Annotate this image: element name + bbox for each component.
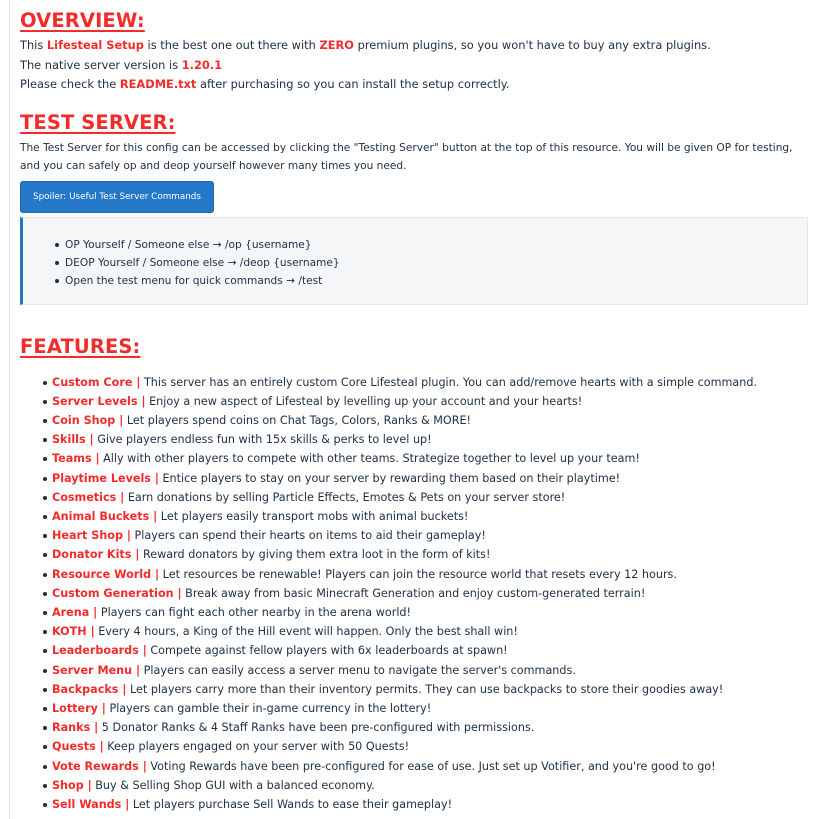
- feature-item: [52, 737, 810, 756]
- feature-item: [52, 584, 810, 603]
- server-version: 1.20.1: [181, 57, 223, 72]
- feature-description: Every 4 hours, a King of the Hill event will happen. Only the best shall win!: [94, 625, 518, 639]
- overview-line-1: [20, 36, 810, 56]
- feature-item: [52, 488, 810, 507]
- overview-line-3-pre: Please check the: [20, 77, 120, 91]
- zero-highlight: ZERO: [319, 38, 354, 52]
- feature-name: Custom Generation |: [52, 586, 182, 600]
- spoiler-content: [20, 217, 808, 305]
- overview-body: [20, 36, 810, 95]
- feature-description: Players can gamble their in-game currency in the lottery!: [105, 701, 432, 715]
- test-command-item: DEOP Yourself / Someone else → /deop {username}: [65, 254, 807, 272]
- feature-name: Sell Wands |: [52, 797, 130, 811]
- feature-description: Players can fight each other nearby in the arena world!: [97, 605, 412, 619]
- feature-name: Playtime Levels |: [52, 471, 159, 485]
- test-command-list: [23, 218, 807, 291]
- feature-name: Lottery |: [52, 701, 106, 715]
- feature-item: [52, 449, 810, 468]
- feature-description: Voting Rewards have been pre-configured for ease of use. Just set up Votifier, and you're good to go!: [146, 759, 716, 773]
- overview-line-1-pre: This: [20, 38, 47, 52]
- setup-name: Lifesteal Setup: [46, 38, 144, 52]
- feature-description: Let players easily transport mobs with animal buckets!: [157, 509, 469, 523]
- feature-name: Leaderboards |: [52, 644, 147, 658]
- feature-description: Break away from basic Minecraft Generation and enjoy custom-generated terrain!: [181, 586, 646, 600]
- feature-description: Reward donators by giving them extra loot in the form of kits!: [139, 548, 491, 562]
- feature-description: 5 Donator Ranks & 4 Staff Ranks have been pre-configured with permissions.: [98, 721, 535, 735]
- feature-description: Let players purchase Sell Wands to ease their gameplay!: [129, 797, 453, 811]
- feature-item: [52, 718, 810, 737]
- feature-description: Buy & Selling Shop GUI with a balanced economy.: [91, 778, 375, 792]
- overview-line-1-mid: is the best one out there with: [143, 38, 320, 52]
- features-heading: FEATURES:: [20, 334, 141, 358]
- readme-filename: README.txt: [119, 77, 197, 91]
- overview-line-3-post: after purchasing so you can install the setup correctly.: [196, 77, 510, 91]
- test-server-heading: TEST SERVER:: [20, 110, 176, 134]
- feature-item: [52, 430, 810, 449]
- feature-name: Coin Shop |: [52, 413, 124, 427]
- feature-description: Players can spend their hearts on items to aid their gameplay!: [130, 529, 486, 543]
- overview-line-3: [20, 75, 810, 95]
- feature-description: Earn donations by selling Particle Effects, Emotes & Pets on your server store!: [124, 490, 566, 504]
- feature-item: [52, 776, 810, 795]
- feature-name: Donator Kits |: [52, 548, 140, 562]
- feature-description: Players can easily access a server menu to navigate the server's commands.: [140, 663, 576, 677]
- feature-item: [52, 469, 810, 488]
- feature-item: [52, 661, 810, 680]
- feature-name: Quests |: [52, 740, 104, 754]
- feature-name: Teams |: [52, 452, 100, 466]
- feature-name: Shop |: [52, 778, 92, 792]
- feature-name: Resource World |: [52, 567, 160, 581]
- resource-description: [20, 0, 810, 814]
- feature-name: Server Menu |: [52, 663, 141, 677]
- feature-item: [52, 622, 810, 641]
- feature-name: Cosmetics |: [52, 490, 125, 504]
- feature-name: KOTH |: [52, 625, 95, 639]
- feature-name: Vote Rewards |: [52, 759, 147, 773]
- test-server-description: The Test Server for this config can be accessed by clicking the "Testing Server" button at the top of this resource. You will be given OP for testing, and you can safely op and deop yourself however many times you need.: [20, 141, 793, 172]
- test-command-item: OP Yourself / Someone else → /op {username}: [65, 236, 807, 254]
- feature-item: [52, 699, 810, 718]
- feature-description: Give players endless fun with 15x skills & perks to level up!: [93, 433, 432, 447]
- feature-item: [52, 526, 810, 545]
- spoiler-toggle-button[interactable]: Spoiler: Useful Test Server Commands: [20, 181, 214, 213]
- feature-description: Let resources be renewable! Players can join the resource world that resets every 12 hours.: [159, 567, 677, 581]
- feature-name: Skills |: [52, 433, 94, 447]
- feature-name: Animal Buckets |: [52, 509, 158, 523]
- feature-description: Entice players to stay on your server by rewarding them based on their playtime!: [158, 471, 621, 485]
- feature-name: Backpacks |: [52, 682, 127, 696]
- test-command-item: Open the test menu for quick commands → /test: [65, 272, 807, 290]
- feature-item: [52, 795, 810, 814]
- feature-description: This server has an entirely custom Core Lifesteal plugin. You can add/remove hearts with a simple command.: [140, 375, 758, 389]
- feature-description: Let players carry more than their inventory permits. They can use backpacks to store their goodies away!: [126, 682, 724, 696]
- feature-item: [52, 411, 810, 430]
- feature-description: Enjoy a new aspect of Lifesteal by levelling up your account and your hearts!: [145, 394, 583, 408]
- feature-description: Compete against fellow players with 6x leaderboards at spawn!: [146, 644, 508, 658]
- feature-description: Let players spend coins on Chat Tags, Colors, Ranks & MORE!: [123, 413, 472, 427]
- feature-item: [52, 680, 810, 699]
- feature-name: Server Levels |: [52, 394, 146, 408]
- feature-item: [52, 373, 810, 392]
- feature-item: [52, 392, 810, 411]
- overview-line-2-pre: The native server version is: [20, 57, 182, 72]
- overview-line-1-post: premium plugins, so you won't have to buy any extra plugins.: [353, 38, 711, 52]
- feature-list: [20, 373, 810, 815]
- feature-item: [52, 641, 810, 660]
- feature-item: [52, 757, 810, 776]
- feature-name: Custom Core |: [52, 375, 141, 389]
- feature-name: Arena |: [52, 605, 98, 619]
- feature-name: Heart Shop |: [52, 529, 131, 543]
- feature-name: Ranks |: [52, 721, 99, 735]
- page-left-rule: [9, 0, 10, 819]
- feature-item: [52, 507, 810, 526]
- feature-description: Keep players engaged on your server with 50 Quests!: [103, 740, 410, 754]
- overview-heading: OVERVIEW:: [20, 9, 145, 32]
- overview-line-2: [20, 56, 810, 76]
- feature-item: [52, 545, 810, 564]
- feature-item: [52, 603, 810, 622]
- feature-description: Ally with other players to compete with other teams. Strategize together to level up your team!: [99, 452, 640, 466]
- feature-item: [52, 565, 810, 584]
